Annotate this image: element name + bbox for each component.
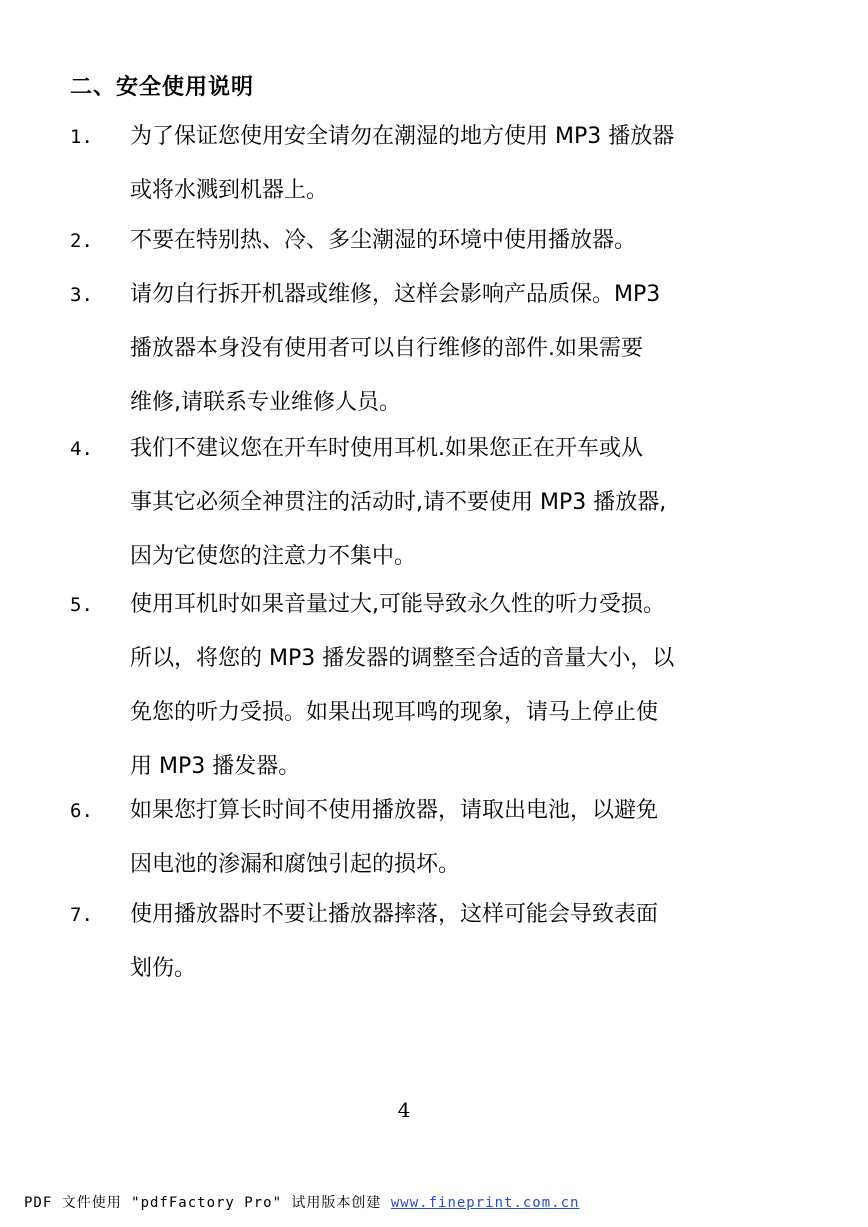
item-line: 请勿自行拆开机器或维修，这样会影响产品质保。MP3	[130, 282, 661, 307]
footer-text: PDF 文件使用 "pdfFactory Pro" 试用版本创建	[24, 1195, 391, 1211]
item-line: 免您的听力受损。如果出现耳鸣的现象，请马上停止使	[130, 700, 659, 725]
item-line: 使用耳机时如果音量过大,可能导致永久性的听力受损。	[130, 592, 665, 617]
pdf-footer	[24, 1192, 579, 1212]
item-line: 因电池的渗漏和腐蚀引起的损坏。	[130, 852, 461, 877]
item-line: 维修,请联系专业维修人员。	[130, 390, 401, 415]
item-line: 为了保证您使用安全请勿在潮湿的地方使用 MP3 播放器	[130, 124, 675, 149]
item-line: 我们不建议您在开车时使用耳机.如果您正在开车或从	[130, 436, 643, 461]
item-number: 4.	[70, 438, 93, 460]
item-text	[130, 422, 730, 584]
item-line: 划伤。	[130, 956, 197, 981]
item-text	[130, 110, 730, 218]
item-line: 播放器本身没有使用者可以自行维修的部件.如果需要	[130, 336, 643, 361]
item-number: 1.	[70, 126, 93, 148]
item-line: 所以，将您的 MP3 播发器的调整至合适的音量大小，以	[130, 646, 675, 671]
item-line: 或将水溅到机器上。	[130, 178, 329, 203]
item-number: 3.	[70, 284, 93, 306]
section-heading: 二、安全使用说明	[70, 75, 255, 100]
item-line: 因为它使您的注意力不集中。	[130, 544, 417, 569]
item-line: 事其它必须全神贯注的活动时,请不要使用 MP3 播放器,	[130, 490, 667, 515]
item-number: 7.	[70, 904, 93, 926]
item-number: 2.	[70, 230, 93, 252]
item-text	[130, 784, 730, 892]
item-text	[130, 888, 730, 996]
item-text	[130, 214, 730, 268]
item-text	[130, 578, 730, 794]
item-number: 5.	[70, 594, 93, 616]
item-line: 不要在特别热、冷、多尘潮湿的环境中使用播放器。	[130, 228, 637, 253]
item-line: 如果您打算长时间不使用播放器，请取出电池，以避免	[130, 798, 659, 823]
item-line: 用 MP3 播发器。	[130, 754, 301, 779]
item-number: 6.	[70, 800, 93, 822]
item-line: 使用播放器时不要让播放器摔落，这样可能会导致表面	[130, 902, 659, 927]
page-number: 4	[397, 1098, 411, 1122]
item-text	[130, 268, 730, 430]
footer-link[interactable]: www.fineprint.com.cn	[390, 1195, 580, 1211]
